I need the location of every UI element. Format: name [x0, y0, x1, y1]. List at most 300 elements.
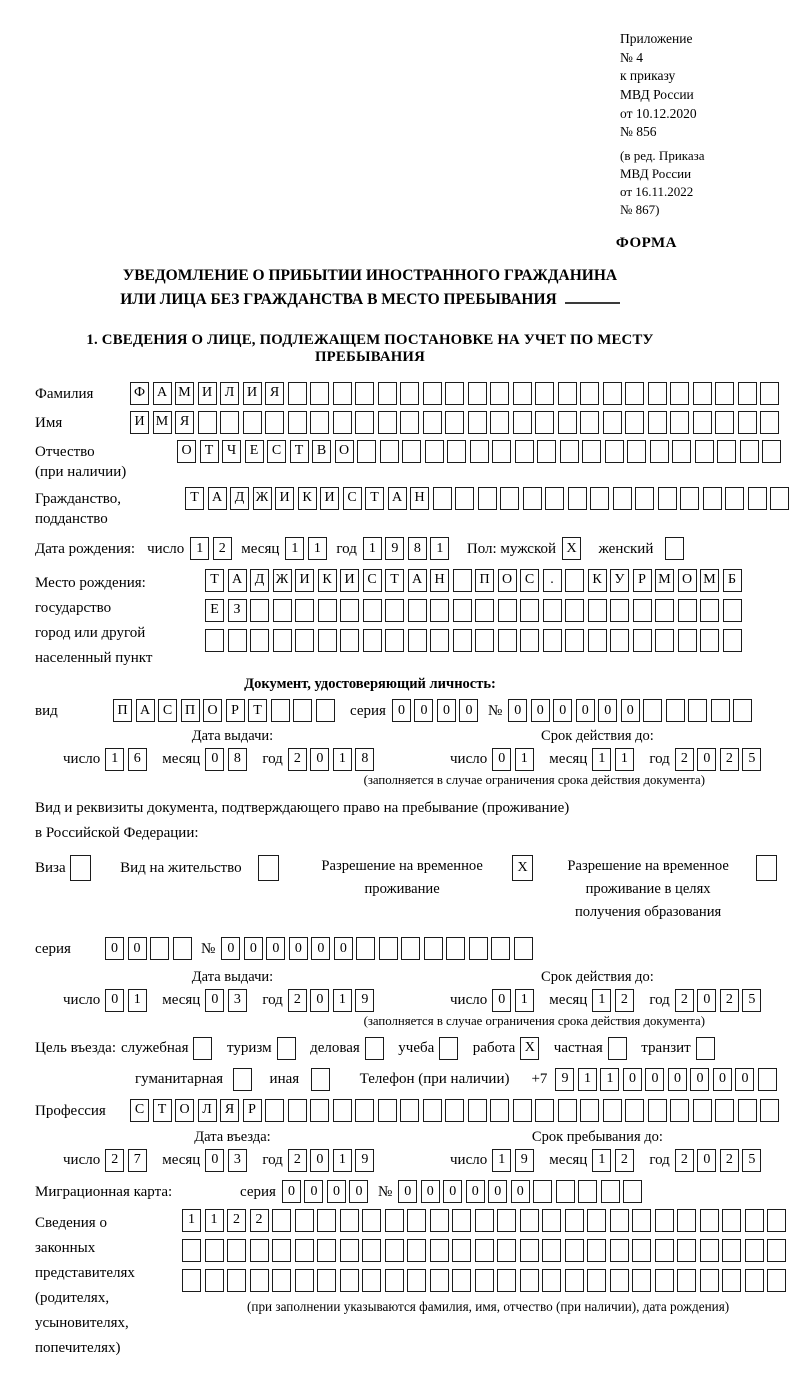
char-cell[interactable]: С — [130, 1099, 149, 1122]
char-cell[interactable] — [693, 411, 712, 434]
char-cell[interactable]: Ж — [273, 569, 292, 592]
char-cell[interactable] — [500, 487, 519, 510]
res-issue-month-cells[interactable] — [205, 989, 250, 1012]
citizenship-cells[interactable] — [185, 487, 793, 510]
char-cell[interactable] — [430, 1209, 449, 1232]
char-cell[interactable] — [722, 1209, 741, 1232]
purpose-work-checkbox[interactable] — [520, 1037, 543, 1060]
char-cell[interactable] — [423, 411, 442, 434]
char-cell[interactable] — [475, 629, 494, 652]
char-cell[interactable] — [568, 487, 587, 510]
char-cell[interactable]: 1 — [492, 1149, 511, 1172]
stay-day-cells[interactable] — [492, 1149, 537, 1172]
char-cell[interactable]: 0 — [421, 1180, 440, 1203]
char-cell[interactable]: 0 — [334, 937, 353, 960]
residence-permit-checkbox[interactable] — [258, 855, 283, 881]
char-cell[interactable] — [588, 629, 607, 652]
char-cell[interactable] — [288, 382, 307, 405]
char-cell[interactable]: 0 — [414, 699, 433, 722]
char-cell[interactable] — [520, 599, 539, 622]
char-cell[interactable] — [560, 440, 579, 463]
phone-cells[interactable] — [555, 1068, 780, 1091]
char-cell[interactable]: Т — [365, 487, 384, 510]
char-cell[interactable]: И — [275, 487, 294, 510]
char-cell[interactable]: 0 — [289, 937, 308, 960]
sex-male-checkbox[interactable] — [562, 537, 585, 560]
char-cell[interactable] — [700, 629, 719, 652]
char-cell[interactable]: 8 — [408, 537, 427, 560]
char-cell[interactable]: И — [243, 382, 262, 405]
char-cell[interactable] — [355, 382, 374, 405]
char-cell[interactable] — [492, 440, 511, 463]
char-cell[interactable] — [648, 382, 667, 405]
char-cell[interactable]: Ф — [130, 382, 149, 405]
char-cell[interactable] — [470, 440, 489, 463]
char-cell[interactable] — [610, 1239, 629, 1262]
char-cell[interactable] — [700, 1239, 719, 1262]
char-cell[interactable]: Л — [220, 382, 239, 405]
char-cell[interactable] — [590, 487, 609, 510]
char-cell[interactable] — [558, 382, 577, 405]
char-cell[interactable]: . — [543, 569, 562, 592]
char-cell[interactable] — [447, 440, 466, 463]
char-cell[interactable] — [513, 382, 532, 405]
char-cell[interactable]: 2 — [720, 1149, 739, 1172]
char-cell[interactable] — [723, 629, 742, 652]
char-cell[interactable] — [295, 1269, 314, 1292]
char-cell[interactable] — [670, 411, 689, 434]
char-cell[interactable] — [355, 411, 374, 434]
char-cell[interactable] — [543, 599, 562, 622]
char-cell[interactable] — [588, 599, 607, 622]
char-cell[interactable] — [205, 629, 224, 652]
char-cell[interactable] — [520, 1209, 539, 1232]
char-cell[interactable] — [430, 1269, 449, 1292]
char-cell[interactable] — [745, 1269, 764, 1292]
char-cell[interactable]: О — [678, 569, 697, 592]
char-cell[interactable]: 1 — [600, 1068, 619, 1091]
res-issue-year-cells[interactable] — [288, 989, 378, 1012]
char-cell[interactable] — [740, 440, 759, 463]
char-cell[interactable]: 2 — [250, 1209, 269, 1232]
char-cell[interactable] — [545, 487, 564, 510]
doc-number-cells[interactable] — [508, 699, 756, 722]
char-cell[interactable]: К — [318, 569, 337, 592]
char-cell[interactable]: Д — [250, 569, 269, 592]
char-cell[interactable]: 9 — [515, 1149, 534, 1172]
char-cell[interactable] — [362, 1209, 381, 1232]
doc-valid-day-cells[interactable] — [492, 748, 537, 771]
char-cell[interactable]: А — [153, 382, 172, 405]
char-cell[interactable] — [490, 1099, 509, 1122]
char-cell[interactable] — [565, 569, 584, 592]
char-cell[interactable] — [363, 629, 382, 652]
char-cell[interactable]: 0 — [221, 937, 240, 960]
doc-issue-day-cells[interactable] — [105, 748, 150, 771]
char-cell[interactable]: 1 — [515, 989, 534, 1012]
char-cell[interactable] — [365, 1037, 384, 1060]
char-cell[interactable]: 3 — [228, 989, 247, 1012]
char-cell[interactable]: 2 — [288, 1149, 307, 1172]
char-cell[interactable]: 2 — [615, 989, 634, 1012]
char-cell[interactable] — [715, 411, 734, 434]
char-cell[interactable] — [693, 382, 712, 405]
char-cell[interactable]: А — [136, 699, 155, 722]
char-cell[interactable] — [677, 1209, 696, 1232]
char-cell[interactable]: Я — [175, 411, 194, 434]
char-cell[interactable] — [655, 1239, 674, 1262]
char-cell[interactable] — [173, 937, 192, 960]
char-cell[interactable]: 2 — [720, 989, 739, 1012]
char-cell[interactable] — [725, 487, 744, 510]
char-cell[interactable]: 8 — [228, 748, 247, 771]
char-cell[interactable]: 1 — [592, 748, 611, 771]
char-cell[interactable]: 1 — [592, 989, 611, 1012]
char-cell[interactable] — [587, 1269, 606, 1292]
char-cell[interactable] — [603, 411, 622, 434]
res-valid-month-cells[interactable] — [592, 989, 637, 1012]
char-cell[interactable]: 0 — [437, 699, 456, 722]
char-cell[interactable] — [385, 1209, 404, 1232]
char-cell[interactable] — [446, 937, 465, 960]
char-cell[interactable] — [565, 1239, 584, 1262]
char-cell[interactable] — [182, 1239, 201, 1262]
doc-issue-year-cells[interactable] — [288, 748, 378, 771]
char-cell[interactable]: 0 — [282, 1180, 301, 1203]
char-cell[interactable] — [756, 855, 777, 881]
doc-issue-month-cells[interactable] — [205, 748, 250, 771]
char-cell[interactable] — [513, 1099, 532, 1122]
purpose-humanitarian-checkbox[interactable] — [233, 1068, 256, 1091]
char-cell[interactable] — [633, 599, 652, 622]
char-cell[interactable] — [613, 487, 632, 510]
char-cell[interactable] — [601, 1180, 620, 1203]
char-cell[interactable]: 0 — [553, 699, 572, 722]
char-cell[interactable]: Т — [290, 440, 309, 463]
char-cell[interactable]: 0 — [668, 1068, 687, 1091]
char-cell[interactable] — [556, 1180, 575, 1203]
char-cell[interactable] — [310, 411, 329, 434]
char-cell[interactable]: Н — [410, 487, 429, 510]
char-cell[interactable]: Ж — [253, 487, 272, 510]
char-cell[interactable] — [533, 1180, 552, 1203]
char-cell[interactable]: Р — [633, 569, 652, 592]
char-cell[interactable] — [198, 411, 217, 434]
char-cell[interactable]: 0 — [244, 937, 263, 960]
char-cell[interactable]: О — [335, 440, 354, 463]
char-cell[interactable]: 0 — [623, 1068, 642, 1091]
char-cell[interactable] — [688, 699, 707, 722]
entry-month-cells[interactable] — [205, 1149, 250, 1172]
char-cell[interactable]: X — [512, 855, 533, 881]
char-cell[interactable] — [379, 937, 398, 960]
char-cell[interactable]: 2 — [675, 748, 694, 771]
char-cell[interactable]: 0 — [697, 748, 716, 771]
stay-year-cells[interactable] — [675, 1149, 765, 1172]
char-cell[interactable] — [265, 1099, 284, 1122]
char-cell[interactable] — [333, 1099, 352, 1122]
char-cell[interactable] — [378, 1099, 397, 1122]
char-cell[interactable] — [650, 440, 669, 463]
char-cell[interactable]: 2 — [720, 748, 739, 771]
char-cell[interactable] — [678, 629, 697, 652]
char-cell[interactable] — [340, 629, 359, 652]
char-cell[interactable]: 0 — [392, 699, 411, 722]
char-cell[interactable] — [445, 1099, 464, 1122]
char-cell[interactable] — [333, 382, 352, 405]
char-cell[interactable]: А — [208, 487, 227, 510]
char-cell[interactable]: 0 — [205, 989, 224, 1012]
char-cell[interactable] — [715, 382, 734, 405]
char-cell[interactable] — [455, 487, 474, 510]
char-cell[interactable] — [491, 937, 510, 960]
char-cell[interactable]: Т — [248, 699, 267, 722]
char-cell[interactable]: 9 — [355, 1149, 374, 1172]
char-cell[interactable]: Е — [245, 440, 264, 463]
char-cell[interactable]: X — [562, 537, 581, 560]
char-cell[interactable]: 0 — [310, 748, 329, 771]
char-cell[interactable]: 1 — [285, 537, 304, 560]
char-cell[interactable]: 0 — [697, 989, 716, 1012]
char-cell[interactable] — [582, 440, 601, 463]
char-cell[interactable] — [205, 1269, 224, 1292]
char-cell[interactable] — [425, 440, 444, 463]
char-cell[interactable]: З — [228, 599, 247, 622]
char-cell[interactable] — [520, 1269, 539, 1292]
char-cell[interactable] — [603, 382, 622, 405]
char-cell[interactable] — [272, 1209, 291, 1232]
char-cell[interactable] — [258, 855, 279, 881]
char-cell[interactable]: 0 — [105, 989, 124, 1012]
char-cell[interactable] — [220, 411, 239, 434]
char-cell[interactable] — [400, 1099, 419, 1122]
purpose-other-checkbox[interactable] — [311, 1068, 334, 1091]
char-cell[interactable] — [610, 629, 629, 652]
char-cell[interactable] — [288, 1099, 307, 1122]
char-cell[interactable] — [605, 440, 624, 463]
char-cell[interactable]: Р — [243, 1099, 262, 1122]
char-cell[interactable]: 0 — [327, 1180, 346, 1203]
char-cell[interactable]: 9 — [555, 1068, 574, 1091]
char-cell[interactable]: 5 — [742, 1149, 761, 1172]
char-cell[interactable] — [738, 411, 757, 434]
char-cell[interactable] — [722, 1269, 741, 1292]
char-cell[interactable]: М — [175, 382, 194, 405]
char-cell[interactable] — [625, 382, 644, 405]
char-cell[interactable] — [433, 487, 452, 510]
legal-rep-cells-2[interactable] — [182, 1239, 790, 1262]
char-cell[interactable] — [295, 1209, 314, 1232]
char-cell[interactable]: 1 — [105, 748, 124, 771]
char-cell[interactable]: 0 — [310, 1149, 329, 1172]
char-cell[interactable] — [340, 599, 359, 622]
char-cell[interactable] — [250, 1239, 269, 1262]
char-cell[interactable] — [767, 1239, 786, 1262]
char-cell[interactable] — [400, 411, 419, 434]
char-cell[interactable]: 1 — [128, 989, 147, 1012]
char-cell[interactable]: С — [363, 569, 382, 592]
char-cell[interactable]: Т — [185, 487, 204, 510]
char-cell[interactable]: 1 — [592, 1149, 611, 1172]
char-cell[interactable] — [273, 599, 292, 622]
char-cell[interactable]: Т — [200, 440, 219, 463]
char-cell[interactable] — [745, 1239, 764, 1262]
char-cell[interactable]: 0 — [311, 937, 330, 960]
char-cell[interactable] — [648, 1099, 667, 1122]
char-cell[interactable]: К — [298, 487, 317, 510]
char-cell[interactable]: 6 — [128, 748, 147, 771]
char-cell[interactable] — [498, 599, 517, 622]
char-cell[interactable] — [580, 1099, 599, 1122]
char-cell[interactable] — [680, 487, 699, 510]
purpose-transit-checkbox[interactable] — [696, 1037, 719, 1060]
char-cell[interactable]: Р — [226, 699, 245, 722]
char-cell[interactable] — [745, 1209, 764, 1232]
char-cell[interactable]: О — [203, 699, 222, 722]
char-cell[interactable]: С — [158, 699, 177, 722]
char-cell[interactable] — [703, 487, 722, 510]
name-cells[interactable] — [130, 411, 783, 434]
birth-year-cells[interactable] — [363, 537, 453, 560]
char-cell[interactable]: М — [153, 411, 172, 434]
char-cell[interactable] — [317, 1209, 336, 1232]
char-cell[interactable]: 2 — [615, 1149, 634, 1172]
surname-cells[interactable] — [130, 382, 783, 405]
char-cell[interactable] — [316, 699, 335, 722]
legal-rep-cells-1[interactable] — [182, 1209, 790, 1232]
char-cell[interactable]: 1 — [515, 748, 534, 771]
char-cell[interactable]: 0 — [511, 1180, 530, 1203]
char-cell[interactable] — [515, 440, 534, 463]
char-cell[interactable] — [385, 1239, 404, 1262]
char-cell[interactable] — [497, 1239, 516, 1262]
char-cell[interactable]: 0 — [713, 1068, 732, 1091]
char-cell[interactable] — [542, 1209, 561, 1232]
profession-cells[interactable] — [130, 1099, 783, 1122]
char-cell[interactable]: 2 — [675, 1149, 694, 1172]
char-cell[interactable] — [430, 1239, 449, 1262]
res-series-cells[interactable] — [105, 937, 195, 960]
doc-type-cells[interactable] — [113, 699, 338, 722]
char-cell[interactable]: Л — [198, 1099, 217, 1122]
char-cell[interactable] — [587, 1239, 606, 1262]
char-cell[interactable] — [452, 1209, 471, 1232]
char-cell[interactable]: 2 — [213, 537, 232, 560]
char-cell[interactable] — [439, 1037, 458, 1060]
char-cell[interactable] — [408, 599, 427, 622]
char-cell[interactable] — [497, 1269, 516, 1292]
char-cell[interactable]: Е — [205, 599, 224, 622]
char-cell[interactable]: Я — [265, 382, 284, 405]
char-cell[interactable]: 2 — [105, 1149, 124, 1172]
char-cell[interactable]: 9 — [355, 989, 374, 1012]
char-cell[interactable] — [655, 599, 674, 622]
char-cell[interactable] — [265, 411, 284, 434]
char-cell[interactable] — [228, 629, 247, 652]
doc-series-cells[interactable] — [392, 699, 482, 722]
char-cell[interactable] — [717, 440, 736, 463]
char-cell[interactable] — [424, 937, 443, 960]
char-cell[interactable]: С — [267, 440, 286, 463]
char-cell[interactable]: П — [475, 569, 494, 592]
char-cell[interactable]: 0 — [576, 699, 595, 722]
char-cell[interactable] — [363, 599, 382, 622]
char-cell[interactable] — [610, 599, 629, 622]
char-cell[interactable] — [565, 599, 584, 622]
char-cell[interactable] — [272, 1239, 291, 1262]
char-cell[interactable]: Т — [153, 1099, 172, 1122]
char-cell[interactable] — [627, 440, 646, 463]
char-cell[interactable] — [272, 1269, 291, 1292]
char-cell[interactable] — [543, 629, 562, 652]
char-cell[interactable] — [445, 382, 464, 405]
char-cell[interactable] — [655, 629, 674, 652]
char-cell[interactable]: Д — [230, 487, 249, 510]
char-cell[interactable] — [655, 1269, 674, 1292]
char-cell[interactable] — [271, 699, 290, 722]
char-cell[interactable]: 0 — [304, 1180, 323, 1203]
char-cell[interactable] — [401, 937, 420, 960]
char-cell[interactable]: А — [388, 487, 407, 510]
char-cell[interactable] — [423, 382, 442, 405]
char-cell[interactable] — [317, 1239, 336, 1262]
char-cell[interactable] — [227, 1239, 246, 1262]
char-cell[interactable]: А — [408, 569, 427, 592]
char-cell[interactable] — [468, 411, 487, 434]
char-cell[interactable]: 1 — [333, 748, 352, 771]
char-cell[interactable]: 1 — [205, 1209, 224, 1232]
char-cell[interactable]: С — [343, 487, 362, 510]
char-cell[interactable] — [760, 411, 779, 434]
char-cell[interactable]: П — [113, 699, 132, 722]
char-cell[interactable]: 0 — [697, 1149, 716, 1172]
char-cell[interactable] — [205, 1239, 224, 1262]
visa-checkbox[interactable] — [70, 855, 95, 881]
char-cell[interactable]: 0 — [105, 937, 124, 960]
char-cell[interactable] — [340, 1239, 359, 1262]
char-cell[interactable] — [535, 411, 554, 434]
entry-year-cells[interactable] — [288, 1149, 378, 1172]
char-cell[interactable] — [700, 599, 719, 622]
char-cell[interactable] — [537, 440, 556, 463]
char-cell[interactable] — [733, 699, 752, 722]
char-cell[interactable]: А — [228, 569, 247, 592]
purpose-private-checkbox[interactable] — [608, 1037, 631, 1060]
char-cell[interactable] — [318, 629, 337, 652]
char-cell[interactable] — [625, 411, 644, 434]
char-cell[interactable] — [378, 382, 397, 405]
char-cell[interactable] — [452, 1239, 471, 1262]
char-cell[interactable] — [632, 1239, 651, 1262]
char-cell[interactable] — [695, 440, 714, 463]
char-cell[interactable]: 3 — [228, 1149, 247, 1172]
char-cell[interactable]: 0 — [398, 1180, 417, 1203]
char-cell[interactable] — [648, 411, 667, 434]
char-cell[interactable]: 0 — [488, 1180, 507, 1203]
char-cell[interactable]: 0 — [621, 699, 640, 722]
res-valid-day-cells[interactable] — [492, 989, 537, 1012]
char-cell[interactable] — [453, 629, 472, 652]
char-cell[interactable] — [469, 937, 488, 960]
char-cell[interactable] — [400, 382, 419, 405]
char-cell[interactable]: И — [320, 487, 339, 510]
char-cell[interactable]: 5 — [742, 748, 761, 771]
char-cell[interactable] — [490, 411, 509, 434]
char-cell[interactable] — [633, 629, 652, 652]
entry-day-cells[interactable] — [105, 1149, 150, 1172]
char-cell[interactable] — [378, 411, 397, 434]
char-cell[interactable] — [666, 699, 685, 722]
